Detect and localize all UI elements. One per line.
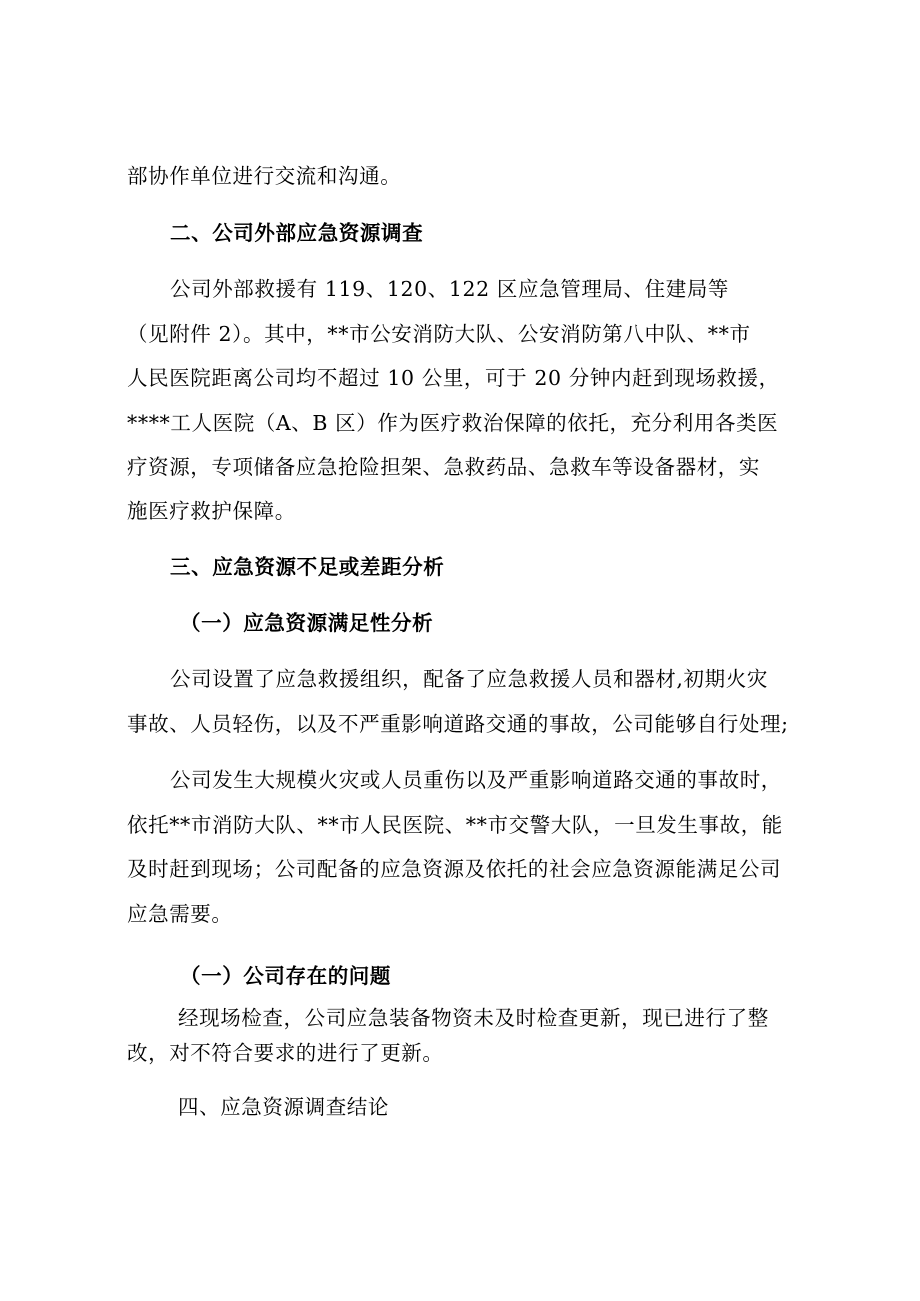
paragraph-line: 应急需要。 [127,902,233,926]
section3-sub2-heading: （一）公司存在的问题 [180,964,391,988]
paragraph-line: （见附件 2）。其中，**市公安消防大队、公安消防第八中队、**市 [127,322,751,346]
section2-heading: 二、公司外部应急资源调查 [170,221,424,245]
paragraph-line: 事故、人员轻伤，以及不严重影响道路交通的事故，公司能够自行处理; [127,712,789,736]
section4-heading: 四、应急资源调查结论 [178,1095,389,1119]
paragraph-line: 疗资源，专项储备应急抢险担架、急救药品、急救车等设备器材，实 [127,455,760,479]
paragraph-line: 及时赶到现场；公司配备的应急资源及依托的社会应急资源能满足公司 [127,857,782,881]
paragraph-line: 依托**市消防大队、**市人民医院、**市交警大队，一旦发生事故，能 [127,813,783,837]
paragraph-line: ****工人医院（A、B 区）作为医疗救治保障的依托，充分利用各类医 [127,411,779,435]
paragraph-line: 经现场检查，公司应急装备物资未及时检查更新，现已进行了整 [178,1006,769,1030]
paragraph-line: 人民医院距离公司均不超过 10 公里，可于 20 分钟内赶到现场救援， [127,366,780,390]
continuation-line: 部协作单位进行交流和沟通。 [127,164,402,188]
section3-heading: 三、应急资源不足或差距分析 [170,555,445,579]
paragraph-line: 施医疗救护保障。 [127,499,296,523]
paragraph-line: 公司外部救援有 119、120、122 区应急管理局、住建局等 [170,277,730,301]
paragraph-line: 公司设置了应急救援组织，配备了应急救援人员和器材,初期火灾 [170,667,768,691]
paragraph-line: 公司发生大规模火灾或人员重伤以及严重影响道路交通的事故时， [170,768,782,792]
paragraph-line: 改，对不符合要求的进行了更新。 [127,1041,444,1065]
section3-sub1-heading: （一）应急资源满足性分析 [180,611,434,635]
